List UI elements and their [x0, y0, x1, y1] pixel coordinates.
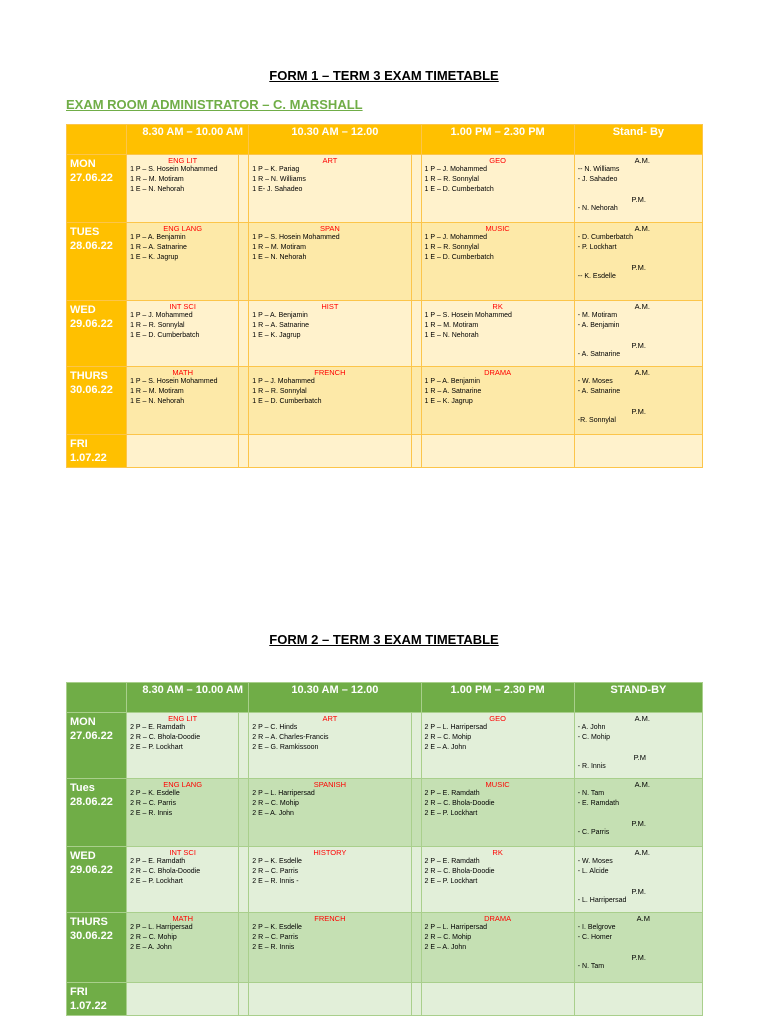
invigilator-line: 2 P – E. Ramdath — [424, 790, 480, 797]
standby-content — [575, 368, 702, 426]
day-row — [67, 779, 703, 847]
standby-pm-teacher: - R. Innis — [577, 763, 606, 770]
day-name: FRI — [70, 986, 88, 998]
day-cell — [67, 779, 127, 847]
standby-pm-teacher: - N. Tam — [577, 963, 605, 970]
exam-slot-cell — [249, 913, 411, 983]
exam-slot-cell — [421, 301, 574, 367]
exam-slot-cell — [127, 301, 239, 367]
day-row — [67, 435, 703, 468]
standby-am-label: A.M. — [634, 368, 650, 377]
day-cell — [67, 913, 127, 983]
exam-slot-cell — [249, 301, 411, 367]
day-date: 1.07.22 — [70, 452, 107, 464]
exam-slot-cell — [127, 983, 239, 1016]
standby-pm-teacher: -R. Sonnylal — [577, 417, 616, 424]
standby-am-teacher: - W. Moses — [577, 378, 613, 385]
standby-spacer — [578, 943, 702, 953]
invigilator-line: 2 E – R. Innis — [130, 810, 173, 817]
subject-label: SPANISH — [313, 780, 347, 789]
invigilator-line: 1 P – A. Benjamin — [424, 378, 481, 385]
subject-label: ART — [322, 156, 338, 165]
standby-am-teacher: - E. Ramdath — [577, 800, 619, 807]
standby-pm-label: P.M — [633, 753, 646, 762]
standby-content — [575, 780, 702, 838]
subject-label: FRENCH — [314, 368, 346, 377]
standby-am-label: A.M. — [634, 302, 650, 311]
standby-cell — [574, 847, 702, 913]
invigilator-line: 2 P – E. Ramdath — [130, 858, 186, 865]
subject-label: ENG LANG — [163, 224, 203, 233]
spacer-cell — [239, 983, 249, 1016]
standby-am-teacher: - A. Benjamin — [577, 322, 620, 329]
standby-content — [575, 224, 702, 282]
day-row — [67, 155, 703, 223]
standby-content — [575, 914, 702, 972]
standby-cell — [574, 223, 702, 301]
day-cell — [67, 713, 127, 779]
invigilator-line: 1 P – K. Pariag — [252, 166, 300, 173]
day-cell — [67, 367, 127, 435]
invigilator-line: 1 P – S. Hosein Mohammed — [252, 234, 340, 241]
subject-label: MUSIC — [485, 780, 510, 789]
invigilator-line: 1 R – M. Motiram — [424, 322, 479, 329]
spacer-cell — [239, 713, 249, 779]
standby-spacer — [578, 436, 702, 446]
day-cell — [67, 983, 127, 1016]
subject-label: ENG LANG — [163, 780, 203, 789]
spacer-cell — [411, 713, 421, 779]
invigilator-line: 2 P – E. Ramdath — [424, 858, 480, 865]
exam-slot-cell — [421, 435, 574, 468]
invigilator-line: 1 R – R. Sonnylal — [424, 176, 479, 183]
exam-slot-cell — [127, 847, 239, 913]
standby-pm-label: P.M. — [631, 819, 646, 828]
subject-label: HISTORY — [313, 848, 347, 857]
invigilator-line: 1 P – S. Hosein Mohammed — [424, 312, 512, 319]
invigilator-line: 2 P – K. Esdelle — [252, 858, 302, 865]
standby-pm-teacher: - A. Satnarine — [577, 351, 621, 358]
day-cell — [67, 435, 127, 468]
header-slot-1: 8.30 AM – 10.00 AM — [127, 683, 249, 713]
day-date: 29.06.22 — [70, 864, 113, 876]
invigilator-line: 1 E – K. Jagrup — [252, 332, 301, 339]
standby-content — [575, 984, 702, 994]
invigilator-line: 2 E – P. Lockhart — [424, 810, 478, 817]
standby-am-teacher: - P. Lockhart — [577, 244, 617, 251]
invigilator-line: 2 R – C. Bhola-Doodie — [424, 800, 495, 807]
standby-pm-label: P.M. — [631, 263, 646, 272]
invigilator-line: 2 E – G. Ramkissoon — [252, 744, 319, 751]
spacer-cell — [411, 155, 421, 223]
invigilator-line: 1 P – J. Mohammed — [424, 234, 488, 241]
standby-am-teacher: - D. Cumberbatch — [577, 234, 633, 241]
invigilator-line: 1 P – A. Benjamin — [252, 312, 308, 319]
subject-label: ENG LIT — [168, 156, 198, 165]
exam-slot-cell — [421, 913, 574, 983]
standby-spacer — [578, 397, 702, 407]
exam-slot-cell — [249, 223, 411, 301]
standby-content — [575, 714, 702, 772]
invigilator-line: 1 E – N. Nehorah — [130, 398, 185, 405]
day-row — [67, 713, 703, 779]
invigilator-line: 2 E – A. John — [424, 744, 467, 751]
exam-slot-cell — [127, 779, 239, 847]
header-standby: Stand- By — [574, 125, 702, 155]
form1-title: FORM 1 – TERM 3 EXAM TIMETABLE — [269, 68, 499, 83]
invigilator-line: 2 R – C. Mohip — [424, 734, 472, 741]
standby-content — [575, 848, 702, 906]
standby-cell — [574, 779, 702, 847]
standby-pm-teacher: - C. Parris — [577, 829, 610, 836]
invigilator-line: 2 R – C. Bhola-Doodie — [424, 868, 495, 875]
invigilator-line: 1 E – K. Jagrup — [130, 254, 179, 261]
invigilator-line: 1 P – J. Mohammed — [130, 312, 193, 319]
subject-label: ART — [322, 714, 338, 723]
invigilator-line: 1 E – D. Cumberbatch — [252, 398, 322, 405]
invigilator-line: 1 R – A. Satnarine — [130, 244, 187, 251]
invigilator-line: 2 E – A. John — [130, 944, 172, 951]
invigilator-line: 2 R – A. Charles-Francis — [252, 734, 329, 741]
day-row — [67, 301, 703, 367]
invigilator-line: 1 E – N. Nehorah — [252, 254, 307, 261]
day-name: FRI — [70, 438, 88, 450]
exam-slot-cell — [421, 779, 574, 847]
standby-spacer — [578, 809, 702, 819]
invigilator-line: 2 R – C. Parris — [130, 800, 176, 807]
exam-slot-cell — [127, 435, 239, 468]
standby-am-label: A.M. — [634, 156, 650, 165]
standby-cell — [574, 301, 702, 367]
spacer-cell — [239, 155, 249, 223]
invigilator-line: 1 P – S. Hosein Mohammed — [130, 166, 218, 173]
standby-cell — [574, 435, 702, 468]
header-standby: STAND-BY — [574, 683, 702, 713]
standby-cell — [574, 367, 702, 435]
day-date: 30.06.22 — [70, 384, 113, 396]
invigilator-line: 1 R – R. Sonnylal — [130, 322, 185, 329]
invigilator-line: 2 R – C. Parris — [252, 868, 299, 875]
standby-pm-label: P.M. — [631, 407, 646, 416]
standby-am-label: A.M. — [634, 224, 650, 233]
day-row — [67, 913, 703, 983]
invigilator-line: 1 R – A. Satnarine — [424, 388, 482, 395]
spacer-cell — [239, 779, 249, 847]
invigilator-line: 1 P – J. Mohammed — [252, 378, 315, 385]
subject-label: GEO — [489, 156, 506, 165]
day-cell — [67, 155, 127, 223]
standby-am-teacher: - C. Mohip — [577, 734, 611, 741]
invigilator-line: 1 E – N. Nehorah — [130, 186, 185, 193]
standby-am-label: A.M. — [634, 848, 650, 857]
standby-pm-label: P.M. — [631, 953, 646, 962]
invigilator-line: 2 R – C. Parris — [252, 934, 299, 941]
header-slot-2: 10.30 AM – 12.00 — [249, 125, 421, 155]
standby-cell — [574, 983, 702, 1016]
standby-pm-teacher: - L. Harripersad — [577, 897, 627, 904]
subject-label: INT SCI — [169, 302, 196, 311]
invigilator-line: 1 R – M. Motiram — [252, 244, 306, 251]
subject-label: INT SCI — [169, 848, 196, 857]
spacer-cell — [411, 847, 421, 913]
day-name: TUES — [70, 226, 100, 238]
invigilator-line: 2 E – P. Lockhart — [130, 744, 183, 751]
standby-am-teacher: - C. Homer — [577, 934, 612, 941]
exam-slot-cell — [127, 155, 239, 223]
header-blank — [67, 125, 127, 155]
exam-slot-cell — [127, 913, 239, 983]
exam-slot-cell — [249, 155, 411, 223]
subject-label: SPAN — [319, 224, 340, 233]
standby-spacer — [578, 185, 702, 195]
header-slot-3: 1.00 PM – 2.30 PM — [421, 125, 574, 155]
header-row — [67, 125, 703, 155]
standby-spacer — [578, 877, 702, 887]
header-slot-3: 1.00 PM – 2.30 PM — [421, 683, 574, 713]
invigilator-line: 2 R – C. Bhola-Doodie — [130, 734, 201, 741]
subject-label: RK — [492, 302, 503, 311]
standby-spacer — [578, 743, 702, 753]
day-date: 30.06.22 — [70, 930, 113, 942]
standby-am-label: A.M. — [634, 714, 650, 723]
standby-am-teacher: - M. Motiram — [577, 312, 618, 319]
invigilator-line: 1 E – D. Cumberbatch — [130, 332, 200, 339]
subject-label: ENG LIT — [168, 714, 198, 723]
header-slot-1: 8.30 AM – 10.00 AM — [127, 125, 249, 155]
invigilator-line: 2 P – L. Harripersad — [424, 724, 488, 731]
invigilator-line: 2 R – C. Mohip — [130, 934, 177, 941]
invigilator-line: 2 E – P. Lockhart — [130, 878, 183, 885]
exam-slot-cell — [421, 155, 574, 223]
exam-slot-cell — [127, 367, 239, 435]
exam-slot-cell — [249, 367, 411, 435]
invigilator-line: 1 R – R. Sonnylal — [252, 388, 307, 395]
spacer-cell — [411, 913, 421, 983]
day-date: 27.06.22 — [70, 730, 113, 742]
standby-cell — [574, 155, 702, 223]
invigilator-line: 2 P – L. Harripersad — [130, 924, 193, 931]
spacer-cell — [411, 301, 421, 367]
day-date: 29.06.22 — [70, 318, 113, 330]
standby-pm-label: P.M. — [631, 887, 646, 896]
spacer-cell — [239, 301, 249, 367]
exam-slot-cell — [249, 983, 411, 1016]
subject-label: MUSIC — [485, 224, 510, 233]
exam-slot-cell — [249, 713, 411, 779]
subject-label: GEO — [489, 714, 506, 723]
day-date: 1.07.22 — [70, 1000, 107, 1012]
standby-am-label: A.M. — [634, 780, 650, 789]
invigilator-line: 1 P – A. Benjamin — [130, 234, 186, 241]
invigilator-line: 2 P – E. Ramdath — [130, 724, 186, 731]
invigilator-line: 2 P – K. Esdelle — [130, 790, 180, 797]
exam-slot-cell — [249, 847, 411, 913]
invigilator-line: 1 R – M. Motiram — [130, 388, 184, 395]
header-row — [67, 683, 703, 713]
invigilator-line: 2 P – C. Hinds — [252, 724, 298, 731]
subject-label: DRAMA — [484, 368, 512, 377]
spacer-cell — [239, 847, 249, 913]
day-name: THURS — [70, 916, 108, 928]
day-date: 27.06.22 — [70, 172, 113, 184]
exam-slot-cell — [249, 435, 411, 468]
standby-am-label: A.M — [636, 914, 650, 923]
invigilator-line: 1 R – N. Williams — [252, 176, 306, 183]
invigilator-line: 2 P – K. Esdelle — [252, 924, 302, 931]
day-cell — [67, 301, 127, 367]
invigilator-line: 2 R – C. Mohip — [252, 800, 299, 807]
day-name: Tues — [70, 782, 95, 794]
spacer-cell — [411, 223, 421, 301]
exam-slot-cell — [421, 223, 574, 301]
exam-slot-cell — [249, 779, 411, 847]
exam-slot-cell — [421, 847, 574, 913]
day-row — [67, 223, 703, 301]
form2-title: FORM 2 – TERM 3 EXAM TIMETABLE — [269, 632, 499, 647]
invigilator-line: 2 E – A. John — [424, 944, 467, 951]
standby-pm-label: P.M. — [631, 195, 646, 204]
day-cell — [67, 847, 127, 913]
standby-cell — [574, 713, 702, 779]
invigilator-line: 1 E – D. Cumberbatch — [424, 254, 494, 261]
day-date: 28.06.22 — [70, 240, 113, 252]
subject-label: RK — [492, 848, 503, 857]
standby-pm-label: P.M. — [631, 341, 646, 350]
standby-pm-teacher: - N. Nehorah — [577, 205, 618, 212]
standby-am-teacher: - L. Alcide — [577, 868, 609, 875]
invigilator-line: 2 E – P. Lockhart — [424, 878, 478, 885]
form1-exam-room-administrator: EXAM ROOM ADMINISTRATOR – C. MARSHALL — [66, 97, 363, 112]
standby-spacer — [578, 253, 702, 263]
standby-content — [575, 436, 702, 446]
invigilator-line: 1 E – K. Jagrup — [424, 398, 473, 405]
standby-content — [575, 156, 702, 214]
spacer-cell — [239, 435, 249, 468]
subject-label: DRAMA — [484, 914, 512, 923]
standby-am-teacher: - N. Tam — [577, 790, 605, 797]
invigilator-line: 2 E – R. Innis - — [252, 878, 299, 885]
standby-content — [575, 302, 702, 360]
standby-am-teacher: - A. Satnarine — [577, 388, 621, 395]
day-name: THURS — [70, 370, 108, 382]
invigilator-line: 2 P – L. Harripersad — [252, 790, 315, 797]
exam-slot-cell — [421, 983, 574, 1016]
day-name: MON — [70, 716, 96, 728]
invigilator-line: 1 P – S. Hosein Mohammed — [130, 378, 218, 385]
standby-cell — [574, 913, 702, 983]
exam-slot-cell — [421, 713, 574, 779]
day-name: MON — [70, 158, 96, 170]
spacer-cell — [239, 913, 249, 983]
spacer-cell — [239, 223, 249, 301]
form1-timetable — [66, 124, 703, 468]
invigilator-line: 2 R – C. Mohip — [424, 934, 472, 941]
exam-slot-cell — [127, 223, 239, 301]
invigilator-line: 1 E- J. Sahadeo — [252, 186, 303, 193]
day-name: WED — [70, 304, 96, 316]
standby-am-teacher: - I. Belgrove — [577, 924, 616, 931]
subject-label: HIST — [321, 302, 339, 311]
day-row — [67, 847, 703, 913]
invigilator-line: 1 R – A. Satnarine — [252, 322, 310, 329]
day-date: 28.06.22 — [70, 796, 113, 808]
day-cell — [67, 223, 127, 301]
standby-spacer — [578, 984, 702, 994]
invigilator-line: 2 R – C. Bhola-Doodie — [130, 868, 201, 875]
standby-am-teacher: - W. Moses — [577, 858, 613, 865]
header-slot-2: 10.30 AM – 12.00 — [249, 683, 421, 713]
invigilator-line: 2 E – R. Innis — [252, 944, 295, 951]
subject-label: MATH — [172, 368, 194, 377]
spacer-cell — [239, 367, 249, 435]
day-row — [67, 983, 703, 1016]
day-name: WED — [70, 850, 96, 862]
spacer-cell — [411, 435, 421, 468]
invigilator-line: 2 E – A. John — [252, 810, 294, 817]
form2-timetable — [66, 682, 703, 1016]
header-blank — [67, 683, 127, 713]
subject-label: FRENCH — [314, 914, 346, 923]
subject-label: MATH — [172, 914, 194, 923]
spacer-cell — [411, 367, 421, 435]
invigilator-line: 1 R – R. Sonnylal — [424, 244, 479, 251]
standby-pm-teacher: -- K. Esdelle — [577, 273, 616, 280]
invigilator-line: 2 P – L. Harripersad — [424, 924, 488, 931]
exam-slot-cell — [421, 367, 574, 435]
standby-am-teacher: -- N. Williams — [577, 166, 620, 173]
standby-spacer — [578, 331, 702, 341]
invigilator-line: 1 R – M. Motiram — [130, 176, 184, 183]
exam-slot-cell — [127, 713, 239, 779]
spacer-cell — [411, 983, 421, 1016]
invigilator-line: 1 E – D. Cumberbatch — [424, 186, 494, 193]
invigilator-line: 1 P – J. Mohammed — [424, 166, 488, 173]
invigilator-line: 1 E – N. Nehorah — [424, 332, 479, 339]
standby-am-teacher: - A. John — [577, 724, 606, 731]
spacer-cell — [411, 779, 421, 847]
standby-am-teacher: - J. Sahadeo — [577, 176, 618, 183]
day-row — [67, 367, 703, 435]
